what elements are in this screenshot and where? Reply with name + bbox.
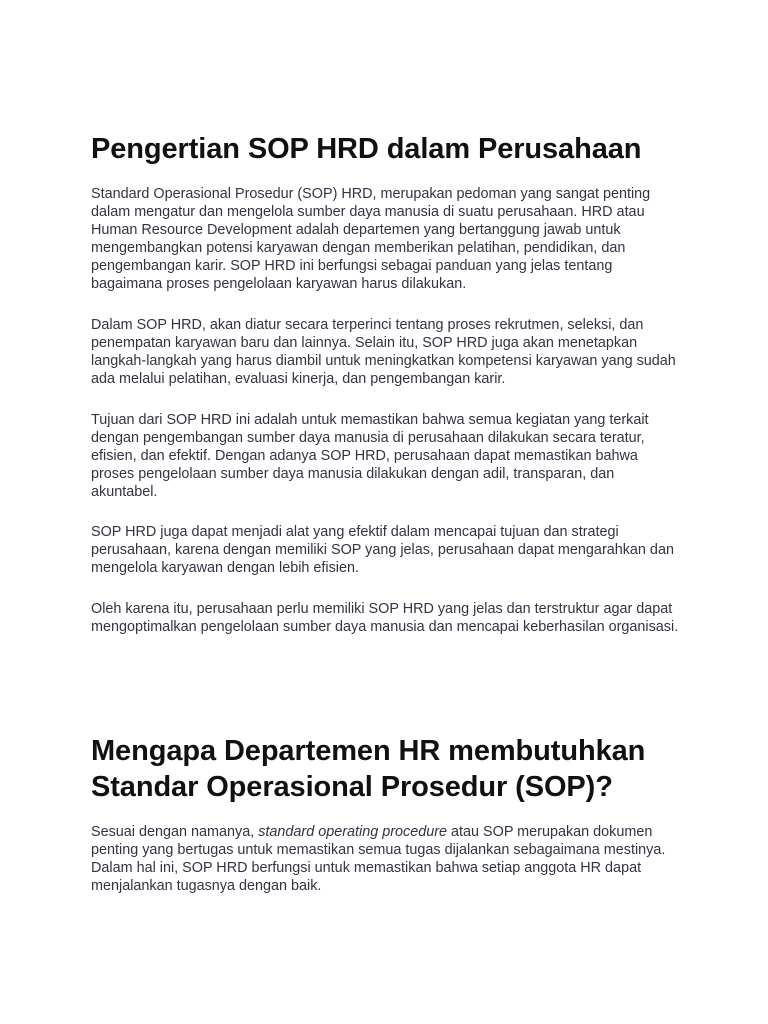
heading-line-1: Mengapa Departemen HR membutuhkan — [91, 735, 646, 767]
paragraph-4: SOP HRD juga dapat menjadi alat yang efektif dalam mencapai tujuan dan strategi perusahaan, karena dengan memiliki SOP yang jelas, perusahaan dapat mengarahkan dan mengelola karyawan dengan lebih efisien. — [91, 524, 674, 576]
paragraph-6-after: atau SOP merupakan dokumen penting yang bertugas untuk memastikan semua tugas dijalankan sebagaimana mestinya. Dalam hal ini, SOP HRD berfungsi untuk memastikan bahwa setiap anggota HR dapat menjalankan tugasnya dengan baik. — [91, 824, 666, 894]
paragraph-1: Standard Operasional Prosedur (SOP) HRD, merupakan pedoman yang sangat penting dalam mengatur dan mengelola sumber daya manusia di suatu perusahaan. HRD atau Human Resource Development adalah departemen yang bertanggung jawab untuk mengembangkan potensi karyawan dengan memberikan pelatihan, pendidikan, dan pengembangan karir. SOP HRD ini berfungsi sebagai panduan yang jelas tentang bagaimana proses pengelolaan karyawan harus dilakukan. — [91, 186, 651, 292]
heading-line-2: Standar Operasional Prosedur (SOP)? — [91, 771, 613, 803]
paragraph-6 — [91, 823, 681, 895]
paragraph-5: Oleh karena itu, perusahaan perlu memiliki SOP HRD yang jelas dan terstruktur agar dapat mengoptimalkan pengelolaan sumber daya manusia dan mencapai keberhasilan organisasi. — [91, 601, 679, 635]
paragraph-2: Dalam SOP HRD, akan diatur secara terperinci tentang proses rekrutmen, seleksi, dan penempatan karyawan baru dan lainnya. Selain itu, SOP HRD juga akan menetapkan langkah-langkah yang harus diambil untuk meningkatkan kompetensi karyawan yang sudah ada melalui pelatihan, evaluasi kinerja, dan pengembangan karir. — [91, 317, 676, 387]
section-heading-pengertian: Pengertian SOP HRD dalam Perusahaan — [91, 133, 642, 165]
paragraph-6-emphasis: standard operating procedure — [258, 824, 448, 840]
paragraph-6-before: Sesuai dengan namanya, — [91, 824, 259, 840]
section-heading-mengapa — [91, 733, 691, 805]
paragraph-3: Tujuan dari SOP HRD ini adalah untuk memastikan bahwa semua kegiatan yang terkait dengan pengembangan sumber daya manusia di perusahaan dilakukan secara teratur, efisien, dan efektif. Dengan adanya SOP HRD, perusahaan dapat memastikan bahwa proses pengelolaan sumber daya manusia dilakukan dengan adil, transparan, dan akuntabel. — [91, 412, 649, 500]
